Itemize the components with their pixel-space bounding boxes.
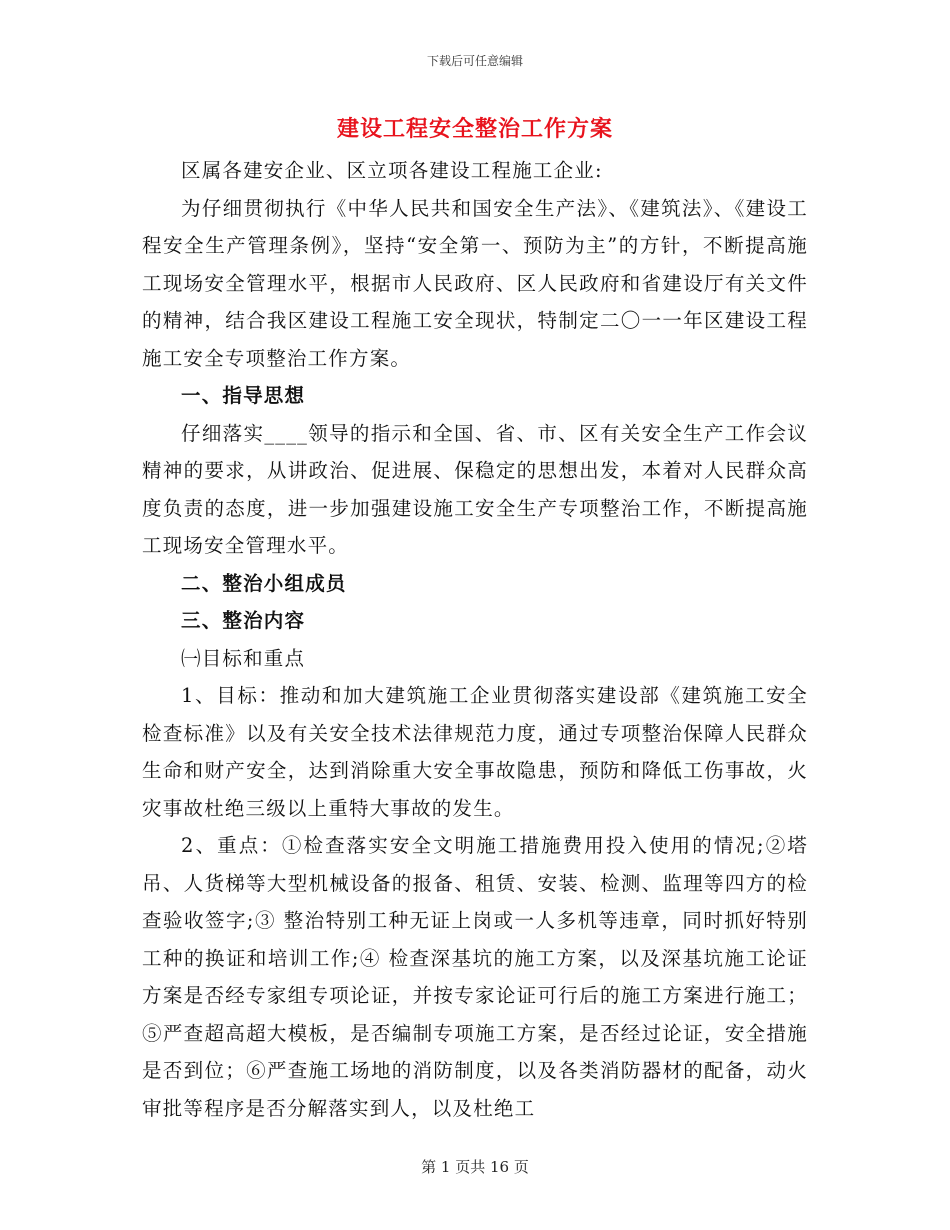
document-body [142, 152, 808, 1127]
subheading-goals: ㈠目标和重点 [181, 646, 306, 670]
salutation: 区属各建安企业、区立项各建设工程施工企业: [181, 159, 603, 182]
focus-paragraph: 2、重点：①检查落实安全文明施工措施费用投入使用的情况;②塔吊、人货梯等大型机械设备的报备、租赁、安装、检测、监理等四方的检查验收签字;③ 整治特别工种无证上岗或一人多机等违章，同时抓好特别工种的换证和培训工作;④ 检查深基坑的施工方案，以及深基坑施工论证方案是否经专家组专项论证，并按专家论证可行后的施工方案进行施工；⑤严查超高超大模板，是否编制专项施工方案，是否经过论证，安全措施是否到位；⑥严查施工场地的消防制度，以及各类消防器材的配备，动火审批等程序是否分解落实到人，以及杜绝工 [142, 834, 808, 1120]
document-title: 建设工程安全整治工作方案 [336, 116, 613, 142]
section-heading-guiding-thought: 一、指导思想 [181, 384, 306, 407]
section-heading-team-members: 二、整治小组成员 [181, 571, 347, 595]
page-footer: 第 1 页共 16 页 [421, 1158, 529, 1176]
header-note: 下载后可任意编辑 [426, 54, 523, 68]
guiding-thought-paragraph: 仔细落实____领导的指示和全国、省、市、区有关安全生产工作会议精神的要求，从讲政治、促进展、保稳定的思想出发，本着对人民群众高度负责的态度，进一步加强建设施工安全生产专项整治工作，不断提高施工现场安全管理水平。 [142, 421, 808, 557]
intro-paragraph: 为仔细贯彻执行《中华人民共和国安全生产法》、《建筑法》、《建设工程安全生产管理条例》，坚持“安全第一、预防为主”的方针，不断提高施工现场安全管理水平，根据市人民政府、区人民政府和省建设厅有关文件的精神，结合我区建设工程施工安全现状，特制定二〇一一年区建设工程施工安全专项整治工作方案。 [142, 196, 808, 370]
section-heading-content: 三、整治内容 [181, 609, 306, 632]
goal-paragraph: 1、目标：推动和加大建筑施工企业贯彻落实建设部《建筑施工安全检查标准》以及有关安全技术法律规范力度，通过专项整治保障人民群众生命和财产安全，达到消除重大安全事故隐患，预防和降低工伤事故，火灾事故杜绝三级以上重特大事故的发生。 [142, 684, 808, 820]
